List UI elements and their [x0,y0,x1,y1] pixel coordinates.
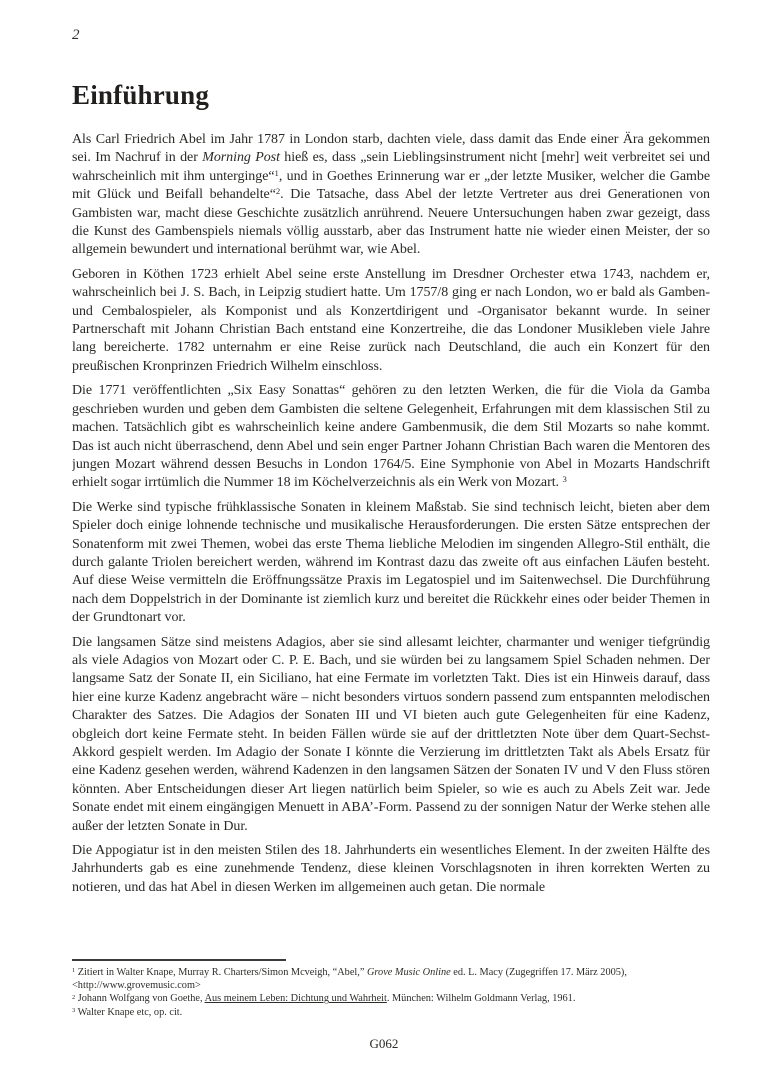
body-paragraph [72,499,710,628]
footnote-3 [72,1006,710,1019]
italic-text: Morning Post [202,150,280,166]
section-heading: Einführung [72,82,210,110]
footnote-area [72,959,710,1019]
body-text [72,131,710,897]
italic-text: Grove Music Online [366,967,451,978]
body-paragraph [72,634,710,836]
footnote-2 [72,992,710,1005]
body-paragraph [72,382,710,492]
text-run: Walter Knape etc, op. cit. [75,1006,183,1018]
text-run: Geboren in Köthen 1723 erhielt Abel seine erste Anstellung im Dresdner Orchester etwa 1743, nachdem er, wahrscheinlich bei J. S. Bach, in Leipzig studiert hatte. Um 1757/8 ging er nach London, wo er bald als Gamben- und Cembalospieler, als Komponist und als Konzertdirigent und -Organisator bekannt wurde. In seiner Partnerschaft mit Johann Christian Bach entstand eine Konzertreihe, die das Londoner Musikleben viele Jahre lang bereicherte. 1782 unternahm er eine Reise zurück nach Deutschland, die auch ein Konzert für den preußischen Kronprinzen Friedrich Wilhelm einschloss. [72,266,710,374]
footnote-1 [72,966,710,992]
footnote-separator-rule [72,959,286,961]
underlined-text: Aus meinem Leben: Dichtung und Wahrheit [204,993,387,1005]
superscript-ref: 1 [274,167,279,178]
superscript-ref: 3 [72,1006,76,1014]
text-run: Johann Wolfgang von Goethe, [75,993,205,1005]
body-paragraph [72,131,710,260]
text-run: hieß es, dass „sein Lieblingsinstrument nicht [mehr] weit verbreitet sei und wahrscheinlich mit ihm unterginge“ [72,150,710,184]
superscript-ref: 1 [72,967,76,975]
page-number: 2 [72,27,80,43]
text-run: . München: Wilhelm Goldmann Verlag, 1961. [386,993,576,1005]
text-run: Die Werke sind typische frühklassische Sonaten in kleinem Maßstab. Sie sind technisch leicht, bieten aber dem Spieler doch einige lohnende technische und musikalische Herausforderungen. Die ersten Sätze entsprechen der Sonatenform mit zwei Themen, wobei das erste Thema liebliche Melodien im singenden Allegro-Stil enthält, die durch galante Triolen bereichert werden, während im Kontrast dazu das zweite oft aus einfachen Läufen besteht. Auf diese Weise vermitteln die Eröffnungssätze Praxis im Legatospiel und im Saitenwechsel. Die Durchführung nach dem Doppelstrich in der Dominante ist ziemlich kurz und bereitet die Rückkehr eines oder beider Themen in der Grundtonart vor. [72,499,710,626]
text-run: . Die Tatsache, dass Abel der letzte Vertreter aus drei Generationen von Gambisten war, macht diese Geschichte zusätzlich anrührend. Neuere Untersuchungen haben zwar gezeigt, dass die Kunst des Gambenspiels niemals völlig ausstarb, aber das Instrument hatte nie wieder einen Meister, der so allgemein bewundert und international berühmt war, wie Abel. [72,187,710,258]
text-run: Die 1771 veröffentlichten „Six Easy Sonattas“ gehören zu den letzten Werken, die für die Viola da Gamba geschrieben wurden und geben dem Gambisten die seltene Gelegenheit, Erfahrungen mit dem klassischen Stil zu machen. Tatsächlich gibt es wahrscheinlich keine andere Gambenmusik, die dem Stil Mozarts so nahe kommt. Das ist auch nicht überraschend, denn Abel und sein enger Partner Johann Christian Bach waren die Mentoren des jungen Mozart während dessen Besuchs in London 1764/5. Eine Symphonie von Abel in Mozarts Handschrift erhielt sogar irrtümlich die Nummer 18 im Köchelverzeichnis als ein Werk von Mozart. [72,383,710,491]
text-run: Zitiert in Walter Knape, Murray R. Charters/Simon Mcveigh, “Abel,” [75,967,367,978]
footer-plate-number: G062 [369,1036,399,1051]
page-content [72,82,710,958]
text-run: , und in Goethes Erinnerung war er „der letzte Musiker, welcher die Gambe mit Glück und Beifall behandelte“ [72,168,710,203]
text-run: Als Carl Friedrich Abel im Jahr 1787 in London starb, dachten viele, dass damit das Ende einer Ära gekommen sei. Im Nachruf in der [72,132,710,166]
body-paragraph [72,842,710,897]
superscript-ref: 2 [275,186,281,197]
superscript-ref: 2 [72,993,76,1001]
text-run: ed. L. Macy (Zugegriffen 17. März 2005), <http://www.grovemusic.com> [72,967,627,992]
body-paragraph [72,266,710,376]
text-run: Die langsamen Sätze sind meistens Adagios, aber sie sind allesamt leichter, charmanter und weniger tiefgründig als viele Adagios von Mozart oder C. P. E. Bach, und sie würden bei zu langsamem Spiel Schaden nehmen. Der langsame Satz der Sonate II, ein Siciliano, hat eine Fermate im vorletzten Takt. Dies ist ein Hinweis darauf, dass hier eine kurze Kadenz angebracht wäre – nicht besonders virtuos sondern passend zum entspannten melodischen Charakter des Satzes. Die Adagios der Sonaten III und VI bieten auch gute Gelegenheiten für eine Kadenz, obgleich dort keine Fermate steht. In beiden Fällen würde sie auf der drittletzten Note über dem Quart-Sechst-Akkord gespielt werden. Im Adagio der Sonate I könnte die Verzierung im drittletzten Takt als Abels Ersatz für eine Kadenz gesehen werden, während Kadenzen in den langsamen Sätzen der Sonaten IV und V den Fluss stören könnten. Aber Entscheidungen dieser Art liegen natürlich beim Spieler, so wie es auch zu Abels Zeit war. Jede Sonate endet mit einem eingängigen Menuett in ABA’-Form. Passend zu der sonnigen Natur der Werke stehen alle außer der letzten Sonate in Dur. [72,634,710,834]
superscript-ref: 3 [562,474,567,485]
text-run: Die Appogiatur ist in den meisten Stilen des 18. Jahrhunderts ein wesentliches Element. In der zweiten Hälfte des Jahrhunderts gab es eine zunehmende Tendenz, diese kleinen Vorschlagsnoten in ihren korrekten Werten zu notieren, und das hat Abel in diesen Werken im allgemeinen auch getan. Die normale [72,843,710,895]
